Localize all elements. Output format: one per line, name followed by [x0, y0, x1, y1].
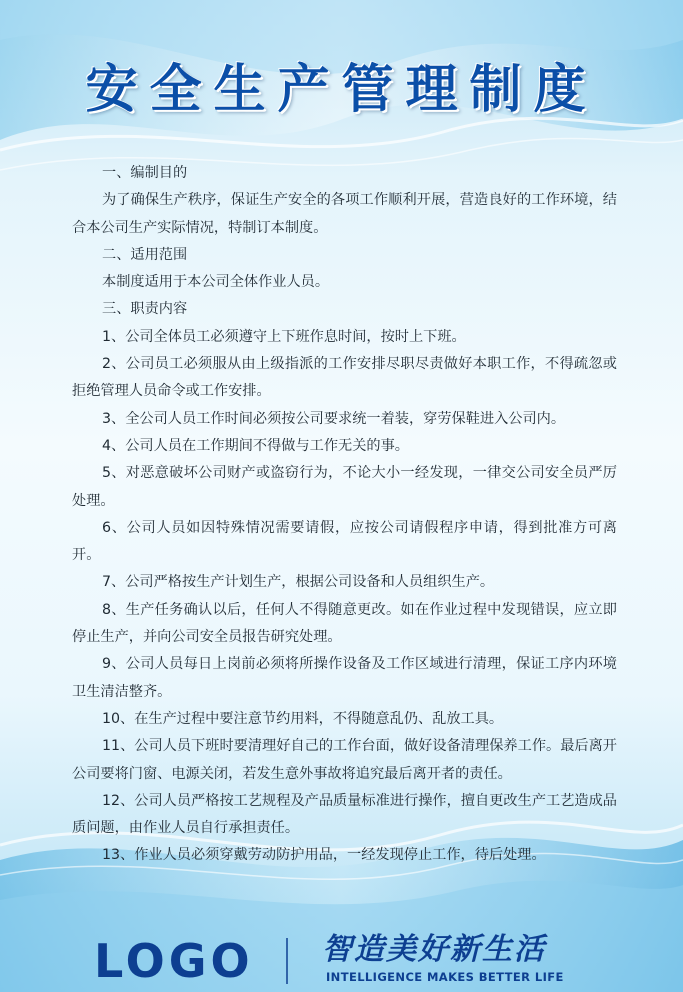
slogan-english: INTELLIGENCE MAKES BETTER LIFE	[326, 970, 564, 984]
rule-item: 10、在生产过程中要注意节约用料，不得随意乱仍、乱放工具。	[102, 710, 504, 727]
paragraph: 为了确保生产秩序，保证生产安全的各项工作顺利开展，营造良好的工作环境，结合本公司生产实际情况，特制订本制度。	[72, 192, 617, 236]
slogan: 智造美好新生活	[322, 932, 546, 967]
rule-item: 13、作业人员必须穿戴劳动防护用品，一经发现停止工作，待后处理。	[102, 847, 546, 864]
rule-item: 11、公司人员下班时要清理好自己的工作台面，做好设备清理保养工作。最后离开公司要将门窗、电源关闭，若发生意外事故将追究最后离开者的责任。	[72, 738, 617, 782]
paragraph: 本制度适用于本公司全体作业人员。	[102, 274, 330, 291]
rule-item: 7、公司严格按生产计划生产，根据公司设备和人员组织生产。	[102, 574, 495, 591]
rule-item: 8、生产任务确认以后，任何人不得随意更改。如在作业过程中发现错误，应立即停止生产，并向公司安全员报告研究处理。	[72, 601, 617, 646]
rule-item: 6、公司人员如因特殊情况需要请假，应按公司请假程序申请，得到批准方可离开。	[72, 519, 617, 564]
footer-divider	[286, 938, 288, 984]
regulation-body	[72, 160, 617, 870]
rule-item: 12、公司人员严格按工艺规程及产品质量标准进行操作，擅自更改生产工艺造成品质问题，由作业人员自行承担责任。	[72, 792, 617, 837]
section-heading: 三、职责内容	[102, 301, 188, 318]
rule-item: 1、公司全体员工必须遵守上下班作息时间，按时上下班。	[102, 328, 466, 345]
rule-item: 4、公司人员在工作期间不得做与工作无关的事。	[102, 437, 409, 454]
section-heading: 二、适用范围	[102, 246, 188, 263]
section-heading: 一、编制目的	[102, 165, 188, 181]
rule-item: 9、公司人员每日上岗前必须将所操作设备及工作区域进行清理，保证工序内环境卫生清洁整齐。	[72, 656, 617, 700]
logo: LOGO	[94, 934, 254, 988]
page-title: 安全生产管理制度	[85, 60, 598, 120]
rule-item: 5、对恶意破坏公司财产或盗窃行为，不论大小一经发现，一律交公司安全员严厉处理。	[72, 465, 617, 509]
rule-item: 3、全公司人员工作时间必须按公司要求统一着装，穿劳保鞋进入公司内。	[102, 410, 566, 427]
footer	[0, 928, 683, 992]
rule-item: 2、公司员工必须服从由上级指派的工作安排尽职尽责做好本职工作，不得疏忽或拒绝管理人员命令或工作安排。	[72, 356, 617, 400]
